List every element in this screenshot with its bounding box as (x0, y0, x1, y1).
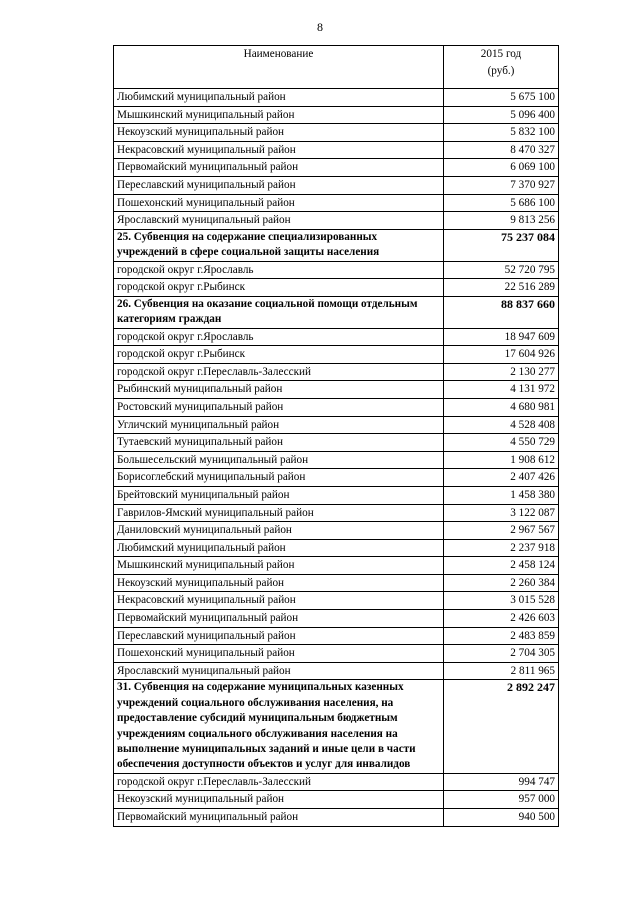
row-amount: 2 426 603 (444, 610, 559, 628)
row-name: Некоузский муниципальный район (114, 124, 444, 142)
table-row (114, 522, 559, 540)
row-amount: 5 675 100 (444, 89, 559, 107)
table-row (114, 451, 559, 469)
row-name: городской округ г.Переславль-Залесский (114, 773, 444, 791)
section-title: 26. Субвенция на оказание социальной помощи отдельным категориям граждан (114, 296, 444, 328)
row-amount: 52 720 795 (444, 261, 559, 279)
row-name: Ростовский муниципальный район (114, 398, 444, 416)
row-name: городской округ г.Переславль-Залесский (114, 363, 444, 381)
row-name: Тутаевский муниципальный район (114, 434, 444, 452)
table-row (114, 469, 559, 487)
section-row (114, 296, 559, 328)
row-name: Борисоглебский муниципальный район (114, 469, 444, 487)
row-name: Большесельский муниципальный район (114, 451, 444, 469)
row-amount: 3 122 087 (444, 504, 559, 522)
row-amount: 2 967 567 (444, 522, 559, 540)
page-number: 8 (317, 20, 323, 34)
row-name: Пошехонский муниципальный район (114, 194, 444, 212)
row-name: Первомайский муниципальный район (114, 159, 444, 177)
column-header-year-label: 2015 год (480, 48, 522, 60)
row-amount: 4 131 972 (444, 381, 559, 399)
table-row (114, 261, 559, 279)
table-row (114, 398, 559, 416)
row-amount: 2 260 384 (444, 574, 559, 592)
table-row (114, 124, 559, 142)
row-amount: 5 686 100 (444, 194, 559, 212)
table-row (114, 212, 559, 230)
column-header-name: Наименование (114, 46, 444, 89)
row-name: Ярославский муниципальный район (114, 662, 444, 680)
table-row (114, 486, 559, 504)
row-name: Переславский муниципальный район (114, 176, 444, 194)
row-amount: 1 908 612 (444, 451, 559, 469)
row-amount: 2 811 965 (444, 662, 559, 680)
row-name: Первомайский муниципальный район (114, 809, 444, 827)
section-total: 75 237 084 (444, 229, 559, 261)
row-amount: 1 458 380 (444, 486, 559, 504)
table-row (114, 176, 559, 194)
row-name: Любимский муниципальный район (114, 539, 444, 557)
row-name: Мышкинский муниципальный район (114, 557, 444, 575)
table-row (114, 627, 559, 645)
row-amount: 4 680 981 (444, 398, 559, 416)
table-row (114, 610, 559, 628)
row-name: Первомайский муниципальный район (114, 610, 444, 628)
section-row (114, 680, 559, 773)
table-row (114, 539, 559, 557)
row-amount: 2 407 426 (444, 469, 559, 487)
row-amount: 4 550 729 (444, 434, 559, 452)
row-name: Угличский муниципальный район (114, 416, 444, 434)
table-row (114, 106, 559, 124)
row-name: Переславский муниципальный район (114, 627, 444, 645)
row-name: Мышкинский муниципальный район (114, 106, 444, 124)
subvention-table (113, 45, 559, 827)
section-title: 25. Субвенция на содержание специализированных учреждений в сфере социальной защиты населения (114, 229, 444, 261)
section-total: 88 837 660 (444, 296, 559, 328)
row-name: Ярославский муниципальный район (114, 212, 444, 230)
row-name: городской округ г.Ярославль (114, 261, 444, 279)
row-amount: 7 370 927 (444, 176, 559, 194)
table-row (114, 346, 559, 364)
section-title: 31. Субвенция на содержание муниципальных казенных учреждений социального обслуживания населения, на предоставление субсидий муниципальным бюджетным учреждениям социального обслуживания населения на выполнение муниципальных заданий и иные цели в части обеспечения доступности объектов и услуг для инвалидов (114, 680, 444, 773)
table-row (114, 809, 559, 827)
row-name: Даниловский муниципальный район (114, 522, 444, 540)
row-amount: 18 947 609 (444, 328, 559, 346)
row-amount: 2 130 277 (444, 363, 559, 381)
table-row (114, 557, 559, 575)
table-row (114, 194, 559, 212)
table-row (114, 328, 559, 346)
row-amount: 5 832 100 (444, 124, 559, 142)
section-total: 2 892 247 (444, 680, 559, 773)
table-row (114, 381, 559, 399)
table-row (114, 141, 559, 159)
row-name: городской округ г.Ярославль (114, 328, 444, 346)
table-row (114, 416, 559, 434)
table-row (114, 159, 559, 177)
table-row (114, 363, 559, 381)
table-row (114, 89, 559, 107)
row-name: Рыбинский муниципальный район (114, 381, 444, 399)
row-amount: 17 604 926 (444, 346, 559, 364)
table-header-row (114, 46, 559, 89)
row-amount: 3 015 528 (444, 592, 559, 610)
table-row (114, 791, 559, 809)
row-name: Любимский муниципальный район (114, 89, 444, 107)
column-header-unit: (руб.) (487, 64, 515, 77)
table-row (114, 645, 559, 663)
table-row (114, 504, 559, 522)
row-amount: 9 813 256 (444, 212, 559, 230)
row-amount: 6 069 100 (444, 159, 559, 177)
row-amount: 957 000 (444, 791, 559, 809)
section-row (114, 229, 559, 261)
row-amount: 994 747 (444, 773, 559, 791)
row-amount: 5 096 400 (444, 106, 559, 124)
row-name: городской округ г.Рыбинск (114, 346, 444, 364)
table-row (114, 434, 559, 452)
row-name: Пошехонский муниципальный район (114, 645, 444, 663)
table-row (114, 592, 559, 610)
row-amount: 22 516 289 (444, 279, 559, 297)
row-amount: 940 500 (444, 809, 559, 827)
column-header-year (444, 46, 559, 89)
table-row (114, 279, 559, 297)
row-amount: 2 704 305 (444, 645, 559, 663)
table-row (114, 574, 559, 592)
table-row (114, 773, 559, 791)
row-name: Брейтовский муниципальный район (114, 486, 444, 504)
row-amount: 8 470 327 (444, 141, 559, 159)
row-name: городской округ г.Рыбинск (114, 279, 444, 297)
row-name: Гаврилов-Ямский муниципальный район (114, 504, 444, 522)
row-amount: 2 483 859 (444, 627, 559, 645)
table-row (114, 662, 559, 680)
row-name: Некрасовский муниципальный район (114, 141, 444, 159)
row-name: Некрасовский муниципальный район (114, 592, 444, 610)
row-name: Некоузский муниципальный район (114, 791, 444, 809)
row-name: Некоузский муниципальный район (114, 574, 444, 592)
row-amount: 4 528 408 (444, 416, 559, 434)
row-amount: 2 458 124 (444, 557, 559, 575)
row-amount: 2 237 918 (444, 539, 559, 557)
